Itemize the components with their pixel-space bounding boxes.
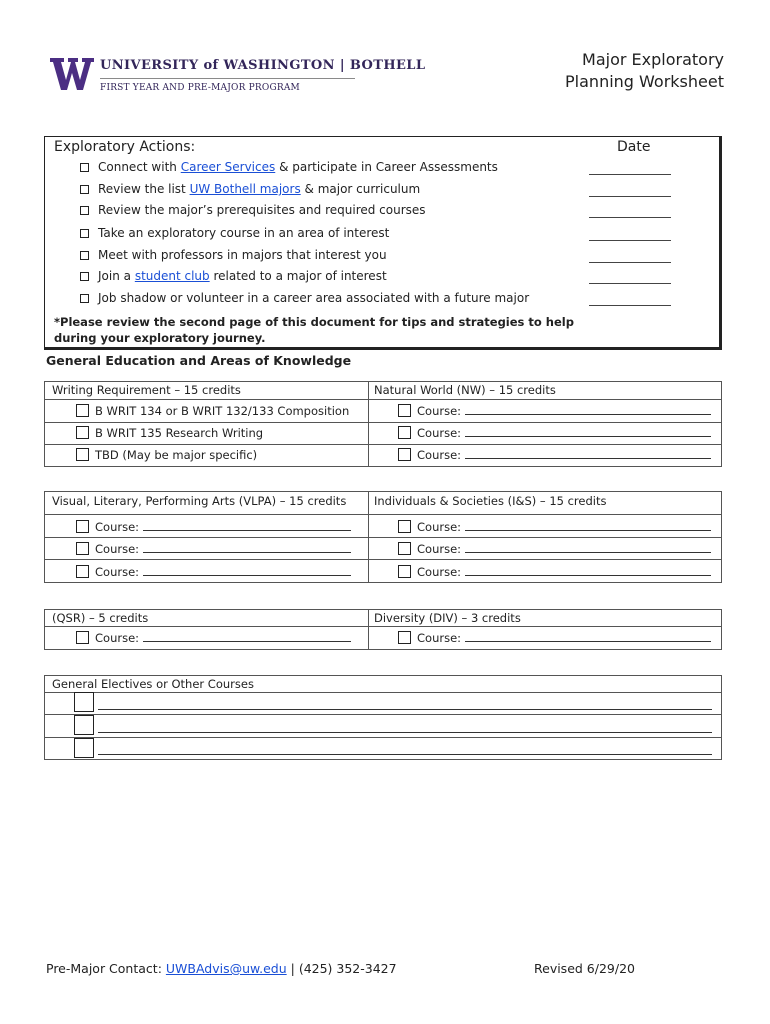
date-blank[interactable] — [589, 196, 671, 197]
writing-row[interactable] — [76, 426, 263, 440]
course-label: Course: — [417, 631, 462, 645]
course-label: Course: — [95, 631, 140, 645]
course-label: Course: — [417, 520, 462, 534]
exploratory-item-link[interactable]: student club — [134, 269, 210, 283]
exploratory-item[interactable] — [80, 203, 426, 217]
table-border — [44, 514, 722, 515]
exploratory-item-text: related to a major of interest — [209, 269, 387, 283]
date-blank[interactable] — [589, 240, 671, 241]
course-blank[interactable] — [143, 631, 351, 642]
table-border — [44, 537, 722, 538]
course-label: Course: — [417, 565, 462, 579]
table-border — [368, 491, 369, 583]
elective-blank[interactable] — [98, 709, 712, 710]
date-blank[interactable] — [589, 305, 671, 306]
checkbox[interactable] — [398, 404, 411, 417]
checkbox[interactable] — [398, 448, 411, 461]
course-label: Course: — [417, 542, 462, 556]
exploratory-item-text: Connect with — [98, 160, 181, 174]
exploratory-item-text: & major curriculum — [300, 182, 421, 196]
checkbox[interactable] — [80, 294, 89, 303]
table-border — [44, 399, 722, 400]
date-blank[interactable] — [589, 217, 671, 218]
table-border — [44, 381, 45, 467]
table-border — [368, 381, 369, 467]
note-line2: during your exploratory journey. — [54, 331, 266, 345]
checkbox[interactable] — [76, 404, 89, 417]
logo-divider — [100, 78, 355, 79]
course-blank[interactable] — [465, 542, 711, 553]
table-border — [44, 675, 722, 676]
table-border — [44, 422, 722, 423]
exploratory-note — [54, 314, 574, 346]
exploratory-item-text: Take an exploratory course in an area of interest — [98, 226, 390, 240]
elective-checkbox[interactable] — [74, 738, 94, 758]
checkbox[interactable] — [398, 520, 411, 533]
course-label: Course: — [417, 404, 462, 418]
nw-course-row[interactable] — [398, 448, 711, 462]
table-border — [44, 491, 722, 492]
course-blank[interactable] — [143, 520, 351, 531]
contact-label: Pre-Major Contact: — [46, 961, 166, 976]
course-blank[interactable] — [465, 426, 711, 437]
course-blank[interactable] — [143, 565, 351, 576]
checkbox[interactable] — [76, 520, 89, 533]
table-border — [44, 714, 722, 715]
course-label: Course: — [95, 520, 140, 534]
note-line1: *Please review the second page of this document for tips and strategies to help — [54, 315, 574, 329]
table-border — [721, 491, 722, 583]
page-title — [565, 49, 724, 93]
elective-blank[interactable] — [98, 732, 712, 733]
div-course-row[interactable] — [398, 631, 711, 645]
revised-date: Revised 6/29/20 — [534, 961, 635, 976]
date-blank[interactable] — [589, 262, 671, 263]
writing-row[interactable] — [76, 448, 257, 462]
nw-course-row[interactable] — [398, 426, 711, 440]
course-label: Course: — [417, 426, 462, 440]
table-border — [721, 675, 722, 760]
table-border — [44, 692, 722, 693]
email-link[interactable]: UWBAdvis@uw.edu — [165, 961, 287, 976]
checkbox[interactable] — [398, 565, 411, 578]
exploratory-title: Exploratory Actions: — [54, 139, 196, 155]
writing-row-label: TBD (May be major specific) — [95, 448, 258, 462]
writing-row[interactable] — [76, 404, 349, 418]
is-course-row[interactable] — [398, 520, 711, 534]
exploratory-item[interactable] — [80, 291, 529, 305]
table-border — [368, 609, 369, 650]
vlpa-header: Visual, Literary, Performing Arts (VLPA) – 15 credits — [52, 494, 347, 508]
checkbox[interactable] — [398, 426, 411, 439]
checkbox[interactable] — [398, 631, 411, 644]
checkbox[interactable] — [76, 565, 89, 578]
is-course-row[interactable] — [398, 565, 711, 579]
table-border — [721, 609, 722, 650]
page-title-line2: Planning Worksheet — [565, 72, 724, 91]
table-border — [44, 675, 45, 760]
date-blank[interactable] — [589, 174, 671, 175]
checkbox[interactable] — [80, 272, 89, 281]
page-title-line1: Major Exploratory — [582, 50, 724, 69]
course-blank[interactable] — [465, 404, 711, 415]
vlpa-course-row[interactable] — [76, 542, 351, 556]
course-blank[interactable] — [465, 631, 711, 642]
table-border — [44, 609, 45, 650]
checkbox[interactable] — [76, 426, 89, 439]
table-border — [44, 649, 722, 650]
course-blank[interactable] — [143, 542, 351, 553]
exploratory-item-text: Join a — [98, 269, 135, 283]
exploratory-item[interactable] — [80, 182, 420, 196]
nw-header: Natural World (NW) – 15 credits — [374, 383, 556, 397]
writing-row-label: B WRIT 134 or B WRIT 132/133 Composition — [95, 404, 350, 418]
writing-row-label: B WRIT 135 Research Writing — [95, 426, 264, 440]
program-name: FIRST YEAR AND PRE-MAJOR PROGRAM — [100, 83, 300, 93]
table-border — [44, 381, 722, 382]
exploratory-item-link[interactable]: UW Bothell majors — [189, 182, 301, 196]
table-border — [44, 444, 722, 445]
checkbox[interactable] — [76, 448, 89, 461]
vlpa-course-row[interactable] — [76, 565, 351, 579]
gen-ed-title: General Education and Areas of Knowledge — [46, 353, 352, 368]
vlpa-course-row[interactable] — [76, 520, 351, 534]
qsr-header: (QSR) – 5 credits — [52, 611, 149, 625]
course-blank[interactable] — [465, 565, 711, 576]
is-course-row[interactable] — [398, 542, 711, 556]
electives-header: General Electives or Other Courses — [52, 677, 254, 691]
table-border — [44, 582, 722, 583]
checkbox[interactable] — [80, 206, 89, 215]
uw-logo-icon — [50, 56, 94, 92]
course-blank[interactable] — [465, 448, 711, 459]
checkbox[interactable] — [80, 251, 89, 260]
checkbox[interactable] — [76, 631, 89, 644]
footer-contact — [46, 961, 397, 976]
exploratory-item[interactable] — [80, 248, 387, 262]
nw-course-row[interactable] — [398, 404, 711, 418]
exploratory-item-link[interactable]: Career Services — [180, 160, 276, 174]
university-name: UNIVERSITY of WASHINGTON | BOTHELL — [100, 58, 426, 73]
table-border — [44, 737, 722, 738]
table-border — [44, 559, 722, 560]
table-border — [44, 466, 722, 467]
checkbox[interactable] — [398, 542, 411, 555]
div-header: Diversity (DIV) – 3 credits — [374, 611, 521, 625]
date-blank[interactable] — [589, 283, 671, 284]
elective-checkbox[interactable] — [74, 715, 94, 735]
is-header: Individuals & Societies (I&S) – 15 credits — [374, 494, 607, 508]
course-label: Course: — [95, 565, 140, 579]
table-border — [44, 626, 722, 627]
elective-checkbox[interactable] — [74, 692, 94, 712]
checkbox[interactable] — [76, 542, 89, 555]
course-blank[interactable] — [465, 520, 711, 531]
exploratory-item-text: Review the major’s prerequisites and required courses — [98, 203, 426, 217]
writing-header: Writing Requirement – 15 credits — [52, 383, 241, 397]
course-label: Course: — [95, 542, 140, 556]
exploratory-item-text: & participate in Career Assessments — [275, 160, 498, 174]
exploratory-item[interactable] — [80, 160, 498, 174]
table-border — [44, 491, 45, 583]
checkbox[interactable] — [80, 185, 89, 194]
table-border — [44, 609, 722, 610]
checkbox[interactable] — [80, 229, 89, 238]
contact-phone: | (425) 352-3427 — [286, 961, 397, 976]
exploratory-item[interactable] — [80, 269, 387, 283]
table-border — [721, 381, 722, 467]
exploratory-item-text: Meet with professors in majors that interest you — [98, 248, 387, 262]
checkbox[interactable] — [80, 163, 89, 172]
exploratory-item-text: Review the list — [98, 182, 190, 196]
exploratory-item[interactable] — [80, 226, 389, 240]
date-label: Date — [617, 139, 651, 155]
course-label: Course: — [417, 448, 462, 462]
exploratory-item-text: Job shadow or volunteer in a career area associated with a future major — [98, 291, 530, 305]
table-border — [44, 759, 722, 760]
qsr-course-row[interactable] — [76, 631, 351, 645]
elective-blank[interactable] — [98, 754, 712, 755]
